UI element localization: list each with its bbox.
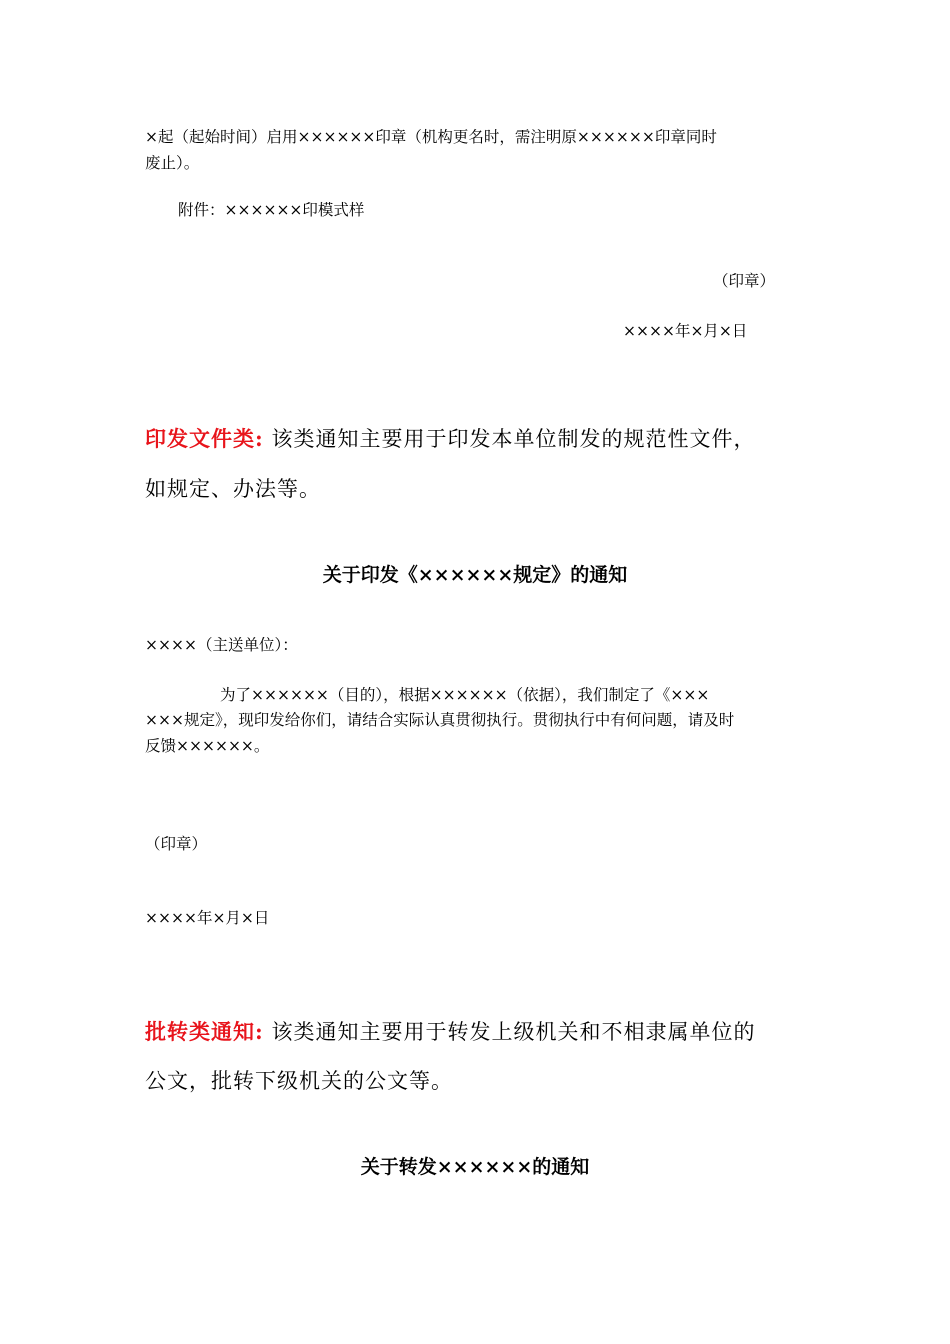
notice-title: 关于印发《××××××规定》的通知 bbox=[322, 564, 628, 586]
body-line: ×起（起始时间）启用××××××印章（机构更名时，需注明原××××××印章同时 bbox=[145, 128, 717, 146]
category-text-continued: 如规定、办法等。 bbox=[145, 477, 321, 501]
category-text: 该类通知主要用于转发上级机关和不相隶属单位的 bbox=[271, 1020, 756, 1044]
date-line: ××××年×月×日 bbox=[623, 322, 748, 340]
category-description bbox=[145, 1008, 755, 1056]
date-line: ××××年×月×日 bbox=[145, 909, 270, 927]
recipient-line: ××××（主送单位）： bbox=[145, 636, 298, 654]
category-description bbox=[145, 415, 755, 463]
attachment-note: 附件：××××××印模式样 bbox=[178, 201, 365, 219]
body-line: 废止）。 bbox=[145, 154, 200, 172]
seal-placeholder: （印章） bbox=[145, 835, 208, 853]
seal-placeholder: （印章） bbox=[713, 272, 776, 290]
notice-body-line: 反馈××××××。 bbox=[145, 737, 270, 755]
notice-body-line: ×××规定》，现印发给你们，请结合实际认真贯彻执行。贯彻执行中有何问题，请及时 bbox=[145, 711, 735, 729]
category-label: 印发文件类: bbox=[145, 426, 264, 451]
category-label: 批转类通知: bbox=[145, 1019, 264, 1044]
category-text-continued: 公文，批转下级机关的公文等。 bbox=[145, 1069, 453, 1093]
category-text: 该类通知主要用于印发本单位制发的规范性文件， bbox=[271, 427, 756, 451]
notice-body-line: 为了××××××（目的），根据××××××（依据），我们制定了《××× bbox=[220, 686, 710, 704]
notice-title: 关于转发××××××的通知 bbox=[360, 1156, 590, 1178]
